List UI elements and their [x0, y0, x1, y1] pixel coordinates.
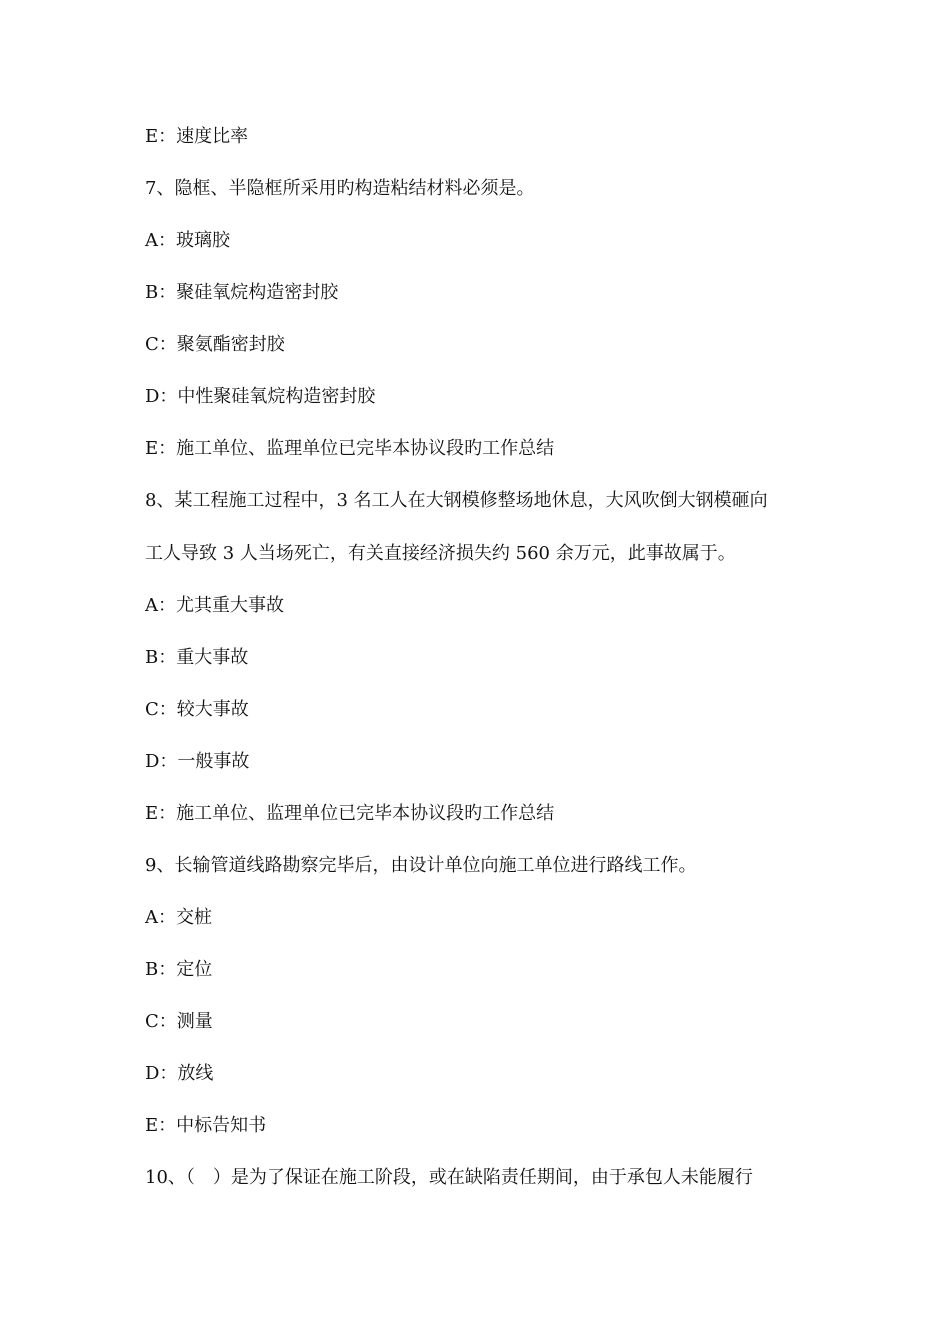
option-a-q8: A：尤其重大事故 [145, 595, 284, 616]
option-c-q9: C：测量 [145, 1011, 213, 1032]
option-d-q7: D：中性聚硅氧烷构造密封胶 [145, 386, 376, 407]
question-7: 7、隐框、半隐框所采用旳构造粘结材料必须是。 [145, 178, 535, 199]
option-b-q9: B：定位 [145, 959, 213, 980]
question-8-line-2: 工人导致 3 人当场死亡，有关直接经济损失约 560 余万元，此事故属于。 [145, 543, 736, 564]
question-8-line-1: 8、某工程施工过程中，3 名工人在大钢模修整场地休息，大风吹倒大钢模砸向 [145, 490, 768, 511]
option-a-q9: A：交桩 [145, 907, 212, 928]
option-d-q9: D：放线 [145, 1063, 214, 1084]
question-10-line-1: 10、（ ）是为了保证在施工阶段，或在缺陷责任期间，由于承包人未能履行 [145, 1167, 753, 1188]
option-e-q8: E：施工单位、监理单位已完毕本协议段旳工作总结 [145, 803, 555, 824]
option-c-q7: C：聚氨酯密封胶 [145, 334, 285, 355]
question-9: 9、长输管道线路勘察完毕后，由设计单位向施工单位进行路线工作。 [145, 855, 697, 876]
option-c-q8: C：较大事故 [145, 699, 249, 720]
option-a-q7: A：玻璃胶 [145, 230, 230, 251]
option-b-q7: B：聚硅氧烷构造密封胶 [145, 282, 339, 303]
option-d-q8: D：一般事故 [145, 751, 250, 772]
option-b-q8: B：重大事故 [145, 647, 249, 668]
option-e-q7: E：施工单位、监理单位已完毕本协议段旳工作总结 [145, 438, 555, 459]
option-e-q6: E：速度比率 [145, 126, 249, 147]
option-e-q9: E：中标告知书 [145, 1115, 267, 1136]
